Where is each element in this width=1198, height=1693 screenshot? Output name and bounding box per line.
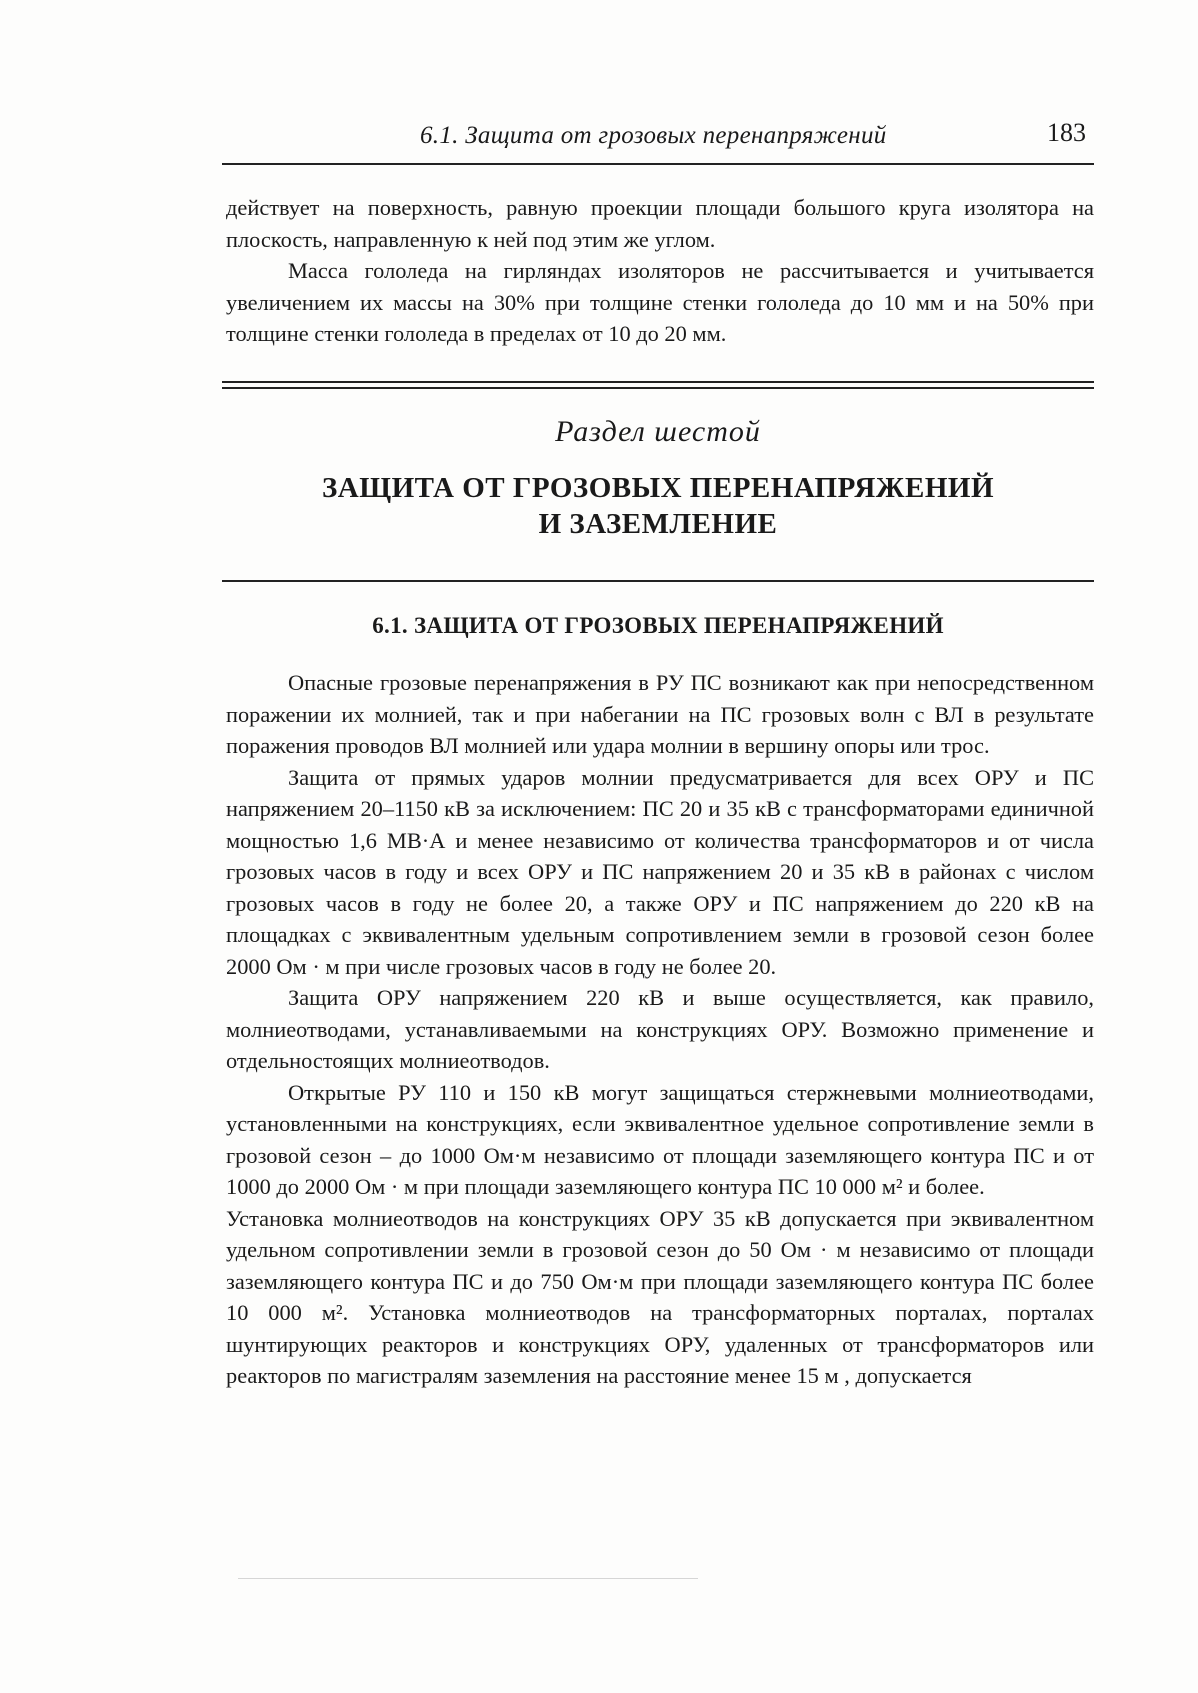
section-title-line: ЗАЩИТА ОТ ГРОЗОВЫХ ПЕРЕНАПРЯЖЕНИЙ (321, 472, 995, 504)
header-rule (222, 163, 1094, 165)
paragraph: Опасные грозовые перенапряжения в РУ ПС возникают как при непосредственном поражении их молнией, так и при набегании на ПС грозовых волн с ВЛ в результате поражения проводов ВЛ молнией или удара молнии в вершину опоры или трос. (226, 670, 1094, 758)
section-divider-top (222, 381, 1094, 383)
intro-text (226, 192, 1094, 350)
subsection-title: 6.1. ЗАЩИТА ОТ ГРОЗОВЫХ ПЕРЕНАПРЯЖЕНИЙ (372, 613, 944, 638)
section-rule (222, 580, 1094, 582)
section-label: Раздел шестой (555, 415, 761, 448)
running-title: 6.1. Защита от грозовых перенапряжений (420, 122, 887, 149)
section-title (222, 470, 1094, 542)
scan-artifact-line (238, 1578, 698, 1579)
section-title-line: И ЗАЗЕМЛЕНИЕ (538, 508, 778, 540)
paragraph: Установка молниеотводов на конструкциях ОРУ 35 кВ допускается при эквивалентном удельном сопротивлении земли в грозовой сезон до 50 Ом · м независимо от площади заземляющего контура ПС и до 750 Ом·м при площади заземляющего контура ПС более 10 000 м². Установка молниеотводов на трансформаторных порталах, порталах шунтирующих реакторов и конструкциях ОРУ, удаленных от трансформаторов или реакторов по магистралям заземления на расстояние менее 15 м , допускается (226, 1205, 1094, 1388)
paragraph: Открытые РУ 110 и 150 кВ могут защищаться стержневыми молниеотводами, установленными на конструкциях, если эквивалентное удельное сопротивление земли в грозовой сезон – до 1000 Ом·м независимо от площади заземляющего контура ПС и от 1000 до 2000 Ом · м при площади заземляющего контура ПС 10 000 м² и более. (226, 1079, 1094, 1199)
paragraph: Защита ОРУ напряжением 220 кВ и выше осуществляется, как правило, молниеотводами, устанавливаемыми на конструкциях ОРУ. Возможно применение и отдельностоящих молниеотводов. (226, 985, 1094, 1073)
section-divider-bottom (222, 387, 1094, 389)
page-number: 183 (1047, 118, 1086, 147)
paragraph: действует на поверхность, равную проекции площади большого круга изолятора на плоскость, направленную к ней под этим же углом. (226, 195, 1094, 252)
body-text (226, 667, 1094, 1392)
paragraph: Масса гололеда на гирляндах изоляторов не рассчитывается и учитывается увеличением их массы на 30% при толщине стенки гололеда до 10 мм и на 50% при толщине стенки гололеда в пределах от 10 до 20 мм. (226, 258, 1094, 346)
page-header (222, 118, 1094, 160)
paragraph: Защита от прямых ударов молнии предусматривается для всех ОРУ и ПС напряжением 20–1150 кВ за исключением: ПС 20 и 35 кВ с трансформаторами единичной мощностью 1,6 МВ·А и менее независимо от количества трансформаторов и от числа грозовых часов в году и всех ОРУ и ПС напряжением 20 и 35 кВ в районах с числом грозовых часов в году не более 20, а также ОРУ и ПС напряжением до 220 кВ на площадках с эквивалентным удельным сопротивлением земли в грозовой сезон более 2000 Ом · м при числе грозовых часов в году не более 20. (226, 764, 1094, 979)
